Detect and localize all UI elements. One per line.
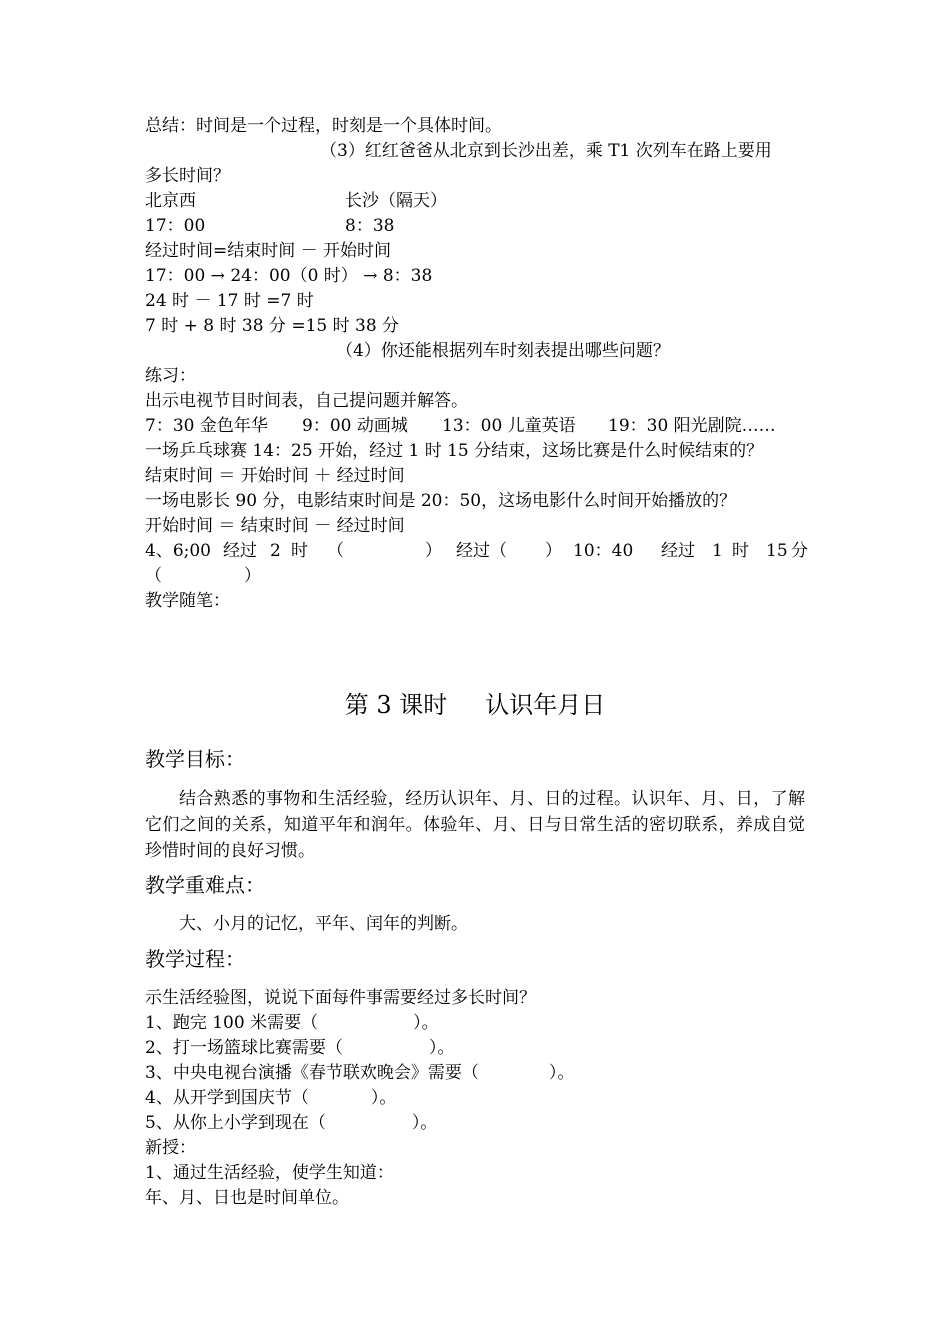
process-item-1 — [145, 1011, 439, 1035]
goal-heading: 教学目标： — [145, 747, 245, 771]
ex4-part: 2 — [270, 541, 281, 561]
ex4-part: 经过 — [223, 541, 257, 561]
end-time-formula: 结束时间 ＝ 开始时间 ＋ 经过时间 — [145, 466, 405, 486]
question-3-line-2: 多长时间？ — [145, 166, 230, 186]
process-heading: 教学过程： — [145, 947, 245, 971]
exercise-4-line-2 — [145, 564, 261, 588]
ex4-blank-close: ） — [545, 541, 562, 561]
key-points-heading: 教学重难点： — [145, 873, 265, 897]
new-lesson-label: 新授： — [145, 1138, 196, 1158]
tv-program-3: 13：00 儿童英语 — [442, 416, 576, 436]
calculation-step-3: 7 时 + 8 时 38 分 =15 时 38 分 — [145, 316, 400, 336]
movie-question: 一场电影长 90 分，电影结束时间是 20：50，这场电影什么时间开始播放的？ — [145, 491, 737, 511]
ex4-part: 分 — [791, 541, 808, 561]
station-row — [145, 189, 447, 213]
lesson-number: 第 3 课时 — [344, 691, 448, 719]
ex4-part: 经过（ — [456, 541, 507, 561]
goal-text: 结合熟悉的事物和生活经验，经历认识年、月、日的过程。认识年、月、日，了解它们之间的关系，知道平年和润年。体验年、月、日与日常生活的密切联系，养成自觉珍惜时间的良好习惯。 — [145, 789, 805, 861]
station-to: 长沙（隔天） — [345, 191, 447, 211]
practice-intro: 出示电视节目时间表，自己提问题并解答。 — [145, 391, 468, 411]
item-end: ）。 — [548, 1063, 575, 1083]
new-lesson-point-1: 1、通过生活经验，使学生知道： — [145, 1163, 394, 1183]
item-text: 5、从你上小学到现在（ — [145, 1113, 326, 1133]
ex4-part: 1 — [712, 541, 723, 561]
time-to: 8：38 — [345, 216, 395, 236]
ex4-blank-close: ） — [244, 566, 261, 586]
question-3-line-1: （3）红红爸爸从北京到长沙出差，乘 T1 次列车在路上要用 — [320, 141, 772, 161]
station-from: 北京西 — [145, 191, 196, 211]
ex4-blank-open: （ — [327, 541, 344, 561]
tv-program-2: 9：00 动画城 — [302, 416, 408, 436]
calculation-step-2: 24 时 － 17 时 =7 时 — [145, 291, 314, 311]
new-lesson-point-2: 年、月、日也是时间单位。 — [145, 1188, 349, 1208]
tv-schedule-row — [145, 414, 776, 438]
ex4-part: 时 — [291, 541, 308, 561]
item-end: ）。 — [411, 1113, 438, 1133]
lesson-topic: 认识年月日 — [485, 691, 606, 719]
process-intro: 示生活经验图，说说下面每件事需要经过多长时间？ — [145, 988, 536, 1008]
practice-label: 练习： — [145, 366, 196, 386]
item-text: 3、中央电视台演播《春节联欢晚会》需要（ — [145, 1063, 479, 1083]
calculation-step-1: 17：00 → 24：00（0 时） → 8：38 — [145, 266, 433, 286]
item-text: 2、打一场篮球比赛需要（ — [145, 1038, 343, 1058]
question-4: （4）你还能根据列车时刻表提出哪些问题？ — [336, 341, 670, 361]
lesson-title — [0, 688, 950, 722]
ex4-blank-close: ） — [425, 541, 442, 561]
key-points-text: 大、小月的记忆，平年、闰年的判断。 — [179, 914, 468, 934]
item-end: ）。 — [428, 1038, 455, 1058]
item-end: ）。 — [413, 1013, 439, 1033]
ex4-part: 10：40 — [573, 541, 634, 561]
time-from: 17：00 — [145, 216, 206, 236]
ex4-part: 4、6;00 — [145, 541, 211, 561]
item-end: ）。 — [370, 1088, 397, 1108]
summary-line: 总结：时间是一个过程，时刻是一个具体时间。 — [145, 116, 502, 136]
tv-program-4: 19：30 阳光剧院…… — [608, 416, 776, 436]
item-text: 1、跑完 100 米需要（ — [145, 1013, 319, 1033]
ex4-part: 经过 — [661, 541, 695, 561]
tv-program-1: 7：30 金色年华 — [145, 416, 268, 436]
exercise-4-line-1 — [145, 539, 808, 563]
process-item-3 — [145, 1061, 574, 1085]
pingpong-question: 一场乒乓球赛 14：25 开始，经过 1 时 15 分结束，这场比赛是什么时候结束的？ — [145, 441, 764, 461]
process-item-4 — [145, 1086, 396, 1110]
teaching-notes-label: 教学随笔： — [145, 591, 230, 611]
item-text: 4、从开学到国庆节（ — [145, 1088, 309, 1108]
time-row — [145, 214, 395, 238]
ex4-blank-open: （ — [145, 566, 162, 586]
ex4-part: 时 — [732, 541, 749, 561]
process-item-2 — [145, 1036, 454, 1060]
duration-formula: 经过时间=结束时间 － 开始时间 — [145, 241, 392, 261]
ex4-part: 15 — [766, 541, 788, 561]
start-time-formula: 开始时间 ＝ 结束时间 － 经过时间 — [145, 516, 405, 536]
process-item-5 — [145, 1111, 437, 1135]
